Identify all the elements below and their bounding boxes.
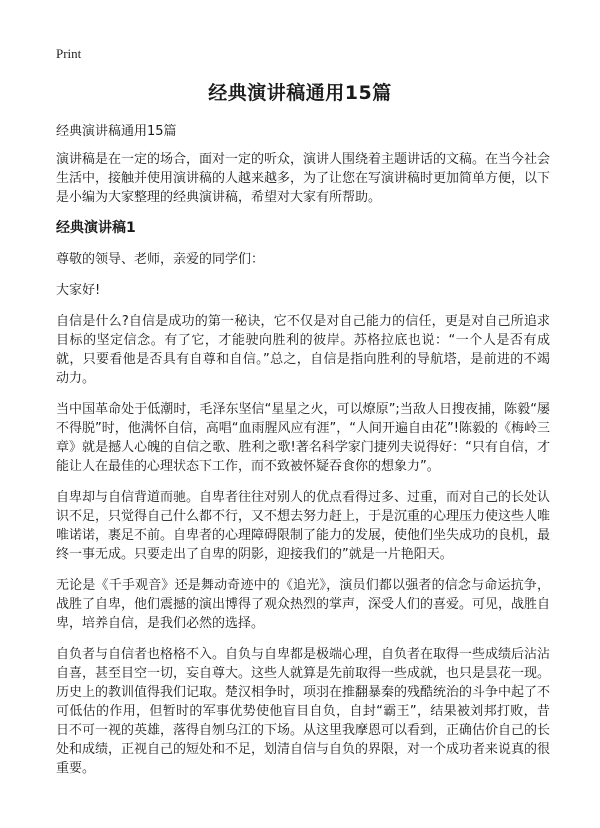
print-label: Print — [56, 46, 82, 61]
section-heading: 经典演讲稿1 — [56, 220, 136, 236]
intro-paragraph: 演讲稿是在一定的场合，面对一定的听众，演讲人围绕着主题讲话的文稿。在当今社会生活中，接触并使用演讲稿的人越来越多，为了让您在写演讲稿时更加简单方便，以下是小编为大家整理的经典演讲稿，希望对大家有所帮助。 — [56, 152, 551, 205]
body-paragraph-2: 当中国革命处于低潮时，毛泽东坚信“星星之火，可以燎原”;当敌人日搜夜捕，陈毅“屡不得脱”时，他满怀自信，高唱“血雨腥风应有涯”，“人间开遍自由花”!陈毅的《梅岭三章》就是撼人心魄的自信之歌、胜利之歌!著名科学家门捷列夫说得好：“只有自信，才能让人在最佳的心理状态下工作，而不致被怀疑吞食你的想象力”。 — [56, 402, 550, 474]
document-subtitle: 经典演讲稿通用15篇 — [56, 124, 177, 139]
body-paragraph-5: 自负者与自信者也格格不入。自负与自卑都是极端心理，自负者在取得一些成绩后沾沾自喜，甚至目空一切，妄自尊大。这些人就算是先前取得一些成就，也只是昙花一现。历史上的教训值得我们记取。楚汉相争时，项羽在推翻暴秦的残酷统治的斗争中起了不可低估的作用，但暂时的军事优势使他盲目自负，自封“霸王”，结果被刘邦打败，昔日不可一视的英雄，落得自刎乌江的下场。从这里我摩恩可以看到，正确估价自己的长处和成绩，正视自己的短处和不足，划清自信与自负的界限，对一个成功者来说真的很重要。 — [56, 647, 551, 776]
hello-paragraph: 大家好! — [56, 283, 101, 298]
document-title: 经典演讲稿通用15篇 — [208, 82, 392, 104]
body-paragraph-3: 自卑却与自信背道而驰。自卑者往往对别人的优点看得过多、过重，而对自己的长处认识不足，只觉得自己什么都不行，又不想去努力赶上，于是沉重的心理压力使这些人唯唯诺诺，裹足不前。自卑者的心理障碍限制了能力的发展，使他们坐失成功的良机，最终一事无成。只要走出了自卑的阴影，迎接我们的”就是一片艳阳天。 — [56, 490, 551, 562]
body-paragraph-4: 无论是《千手观音》还是舞动奇迹中的《追光》，演员们都以强者的信念与命运抗争，战胜了自卑，他们震撼的演出博得了观众热烈的掌声，深受人们的喜爱。可见，战胜自卑，培养自信，是我们必然的选择。 — [56, 578, 551, 631]
document-body — [56, 150, 550, 790]
body-paragraph-1: 自信是什么?自信是成功的第一秘诀，它不仅是对自己能力的信任，更是对自己所追求目标的坚定信念。有了它，才能驶向胜利的彼岸。苏格拉底也说：“一个人是否有成就，只要看他是否具有自尊和自信。”总之，自信是指向胜利的导航塔，是前进的不竭动力。 — [56, 314, 550, 386]
greeting-paragraph: 尊敬的领导、老师，亲爱的同学们： — [56, 252, 265, 267]
